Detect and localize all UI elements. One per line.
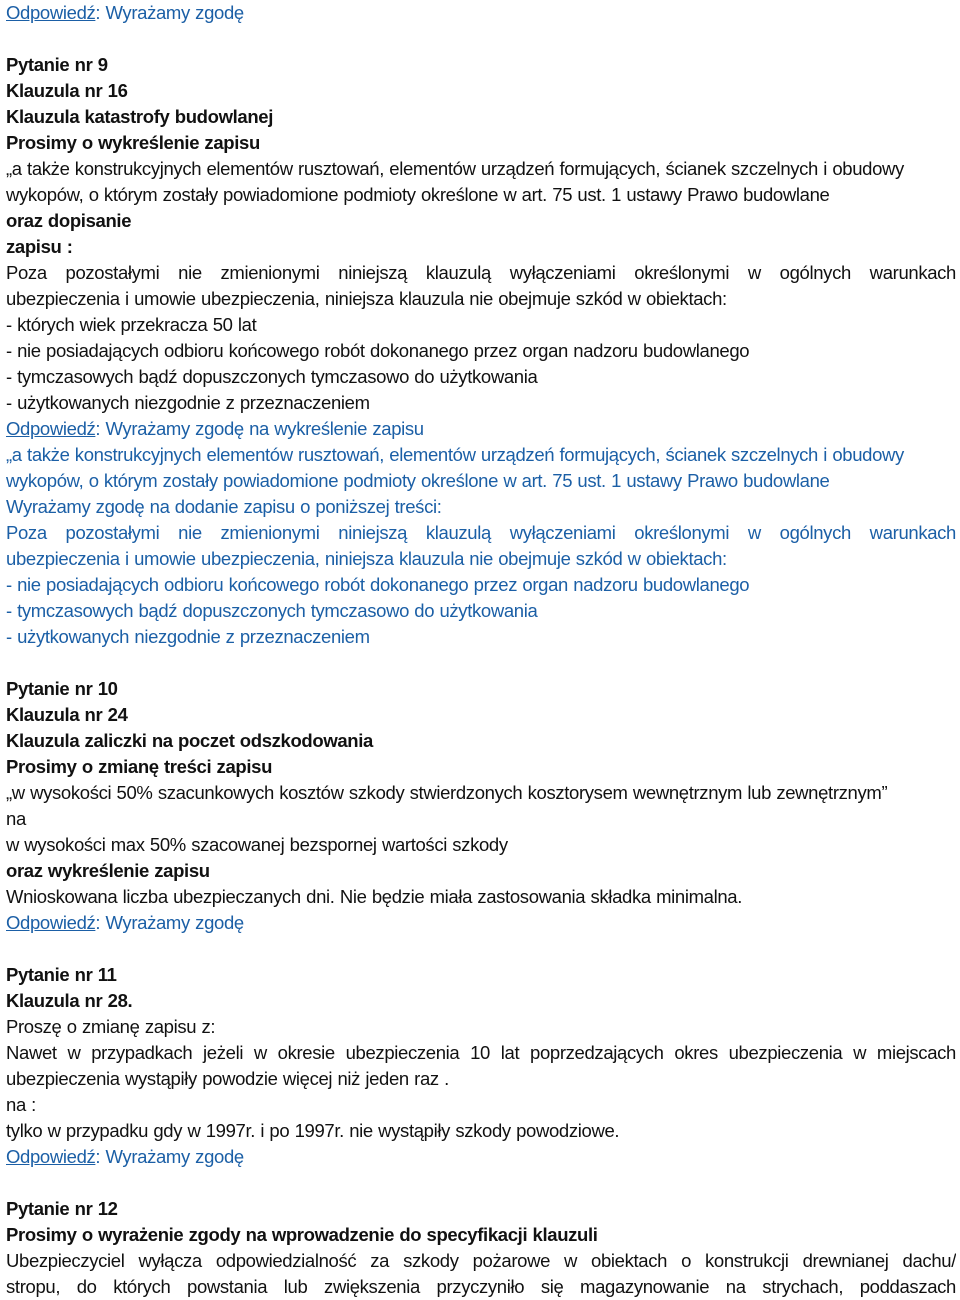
answer-text: : Wyrażamy zgodę [95,912,244,933]
paragraph-line: ubezpieczenia i umowie ubezpieczenia, niniejsza klauzula nie obejmuje szkód w obiektach: [6,288,727,309]
paragraph-line: Ubezpieczyciel wyłącza odpowiedzialność za szkody pożarowe w obiektach o konstrukcji drewnianej dachu/ [6,1250,956,1271]
spacer [6,26,956,52]
request-heading: Prosimy o zmianę treści zapisu [6,756,273,777]
list-item: - których wiek przekracza 50 lat [6,314,257,335]
connector-text: na : [6,1094,36,1115]
request-heading: oraz dopisanie [6,210,132,231]
clause-number: Klauzula nr 16 [6,80,128,101]
clause-number: Klauzula nr 28. [6,990,133,1011]
answer-quoted-text: „a także konstrukcyjnych elementów rusztowań, elementów urządzeń formujących, ścianek szczelnych i obudowy [6,444,904,465]
list-item: - użytkowanych niezgodnie z przeznaczeniem [6,392,370,413]
list-item: - tymczasowych bądź dopuszczonych tymczasowo do użytkowania [6,366,538,387]
spacer [6,1170,956,1196]
answer-label: Odpowiedź [6,418,96,439]
answer-label: Odpowiedź [6,912,96,933]
spacer [6,650,956,676]
clause-name: Klauzula katastrofy budowlanej [6,106,274,127]
request-heading: Proszę o zmianę zapisu z: [6,1016,216,1037]
replacement-text: w wysokości max 50% szacowanej bezspornej wartości szkody [6,834,508,855]
answer-text: : Wyrażamy zgodę [95,2,244,23]
question-title: Pytanie nr 11 [6,964,117,985]
answer-paragraph-line: Poza pozostałymi nie zmienionymi niniejszą klauzulą wyłączeniami określonymi w ogólnych warunkach [6,522,956,543]
request-heading: Prosimy o wyrażenie zgody na wprowadzenie do specyfikacji klauzuli [6,1224,598,1245]
answer-line [6,1144,956,1170]
answer-text: : Wyrażamy zgodę na wykreślenie zapisu [95,418,424,439]
answer-list-item: - nie posiadających odbioru końcowego robót dokonanego przez organ nadzoru budowlanego [6,574,750,595]
quoted-text: wykopów, o którym zostały powiadomione podmioty określone w art. 75 ust. 1 ustawy Prawo budowlane [6,184,830,205]
question-title: Pytanie nr 9 [6,54,108,75]
list-item: - nie posiadających odbioru końcowego robót dokonanego przez organ nadzoru budowlanego [6,340,750,361]
paragraph-line: Poza pozostałymi nie zmienionymi niniejszą klauzulą wyłączeniami określonymi w ogólnych warunkach [6,262,956,283]
question-title: Pytanie nr 10 [6,678,118,699]
quoted-text: „a także konstrukcyjnych elementów rusztowań, elementów urządzeń formujących, ścianek szczelnych i obudowy [6,158,904,179]
answer-label: Odpowiedź [6,2,96,23]
clause-number: Klauzula nr 24 [6,704,128,725]
answer-list-item: - użytkowanych niezgodnie z przeznaczeniem [6,626,370,647]
paragraph-line: Wnioskowana liczba ubezpieczanych dni. Nie będzie miała zastosowania składka minimalna. [6,886,743,907]
answer-text: Wyrażamy zgodę na dodanie zapisu o poniższej treści: [6,496,442,517]
paragraph-line: ubezpieczenia wystąpiły powodzie więcej niż jeden raz . [6,1068,449,1089]
request-heading: oraz wykreślenie zapisu [6,860,210,881]
answer-paragraph-line: ubezpieczenia i umowie ubezpieczenia, niniejsza klauzula nie obejmuje szkód w obiektach: [6,548,727,569]
connector-text: na [6,808,26,829]
answer-line [6,910,956,936]
spacer [6,936,956,962]
answer-text: : Wyrażamy zgodę [95,1146,244,1167]
request-heading: Prosimy o wykreślenie zapisu [6,132,260,153]
request-heading: zapisu : [6,236,73,257]
answer-list-item: - tymczasowych bądź dopuszczonych tymczasowo do użytkowania [6,600,538,621]
question-title: Pytanie nr 12 [6,1198,118,1219]
clause-name: Klauzula zaliczki na poczet odszkodowania [6,730,373,751]
paragraph-line: stropu, do których powstania lub zwiększenia przyczyniło się magazynowanie na strychach, poddaszach [6,1276,956,1297]
answer-line [6,416,956,442]
answer-label: Odpowiedź [6,1146,96,1167]
paragraph-line: Nawet w przypadkach jeżeli w okresie ubezpieczenia 10 lat poprzedzających okres ubezpieczenia w miejscach [6,1042,956,1063]
replacement-text: tylko w przypadku gdy w 1997r. i po 1997r. nie wystąpiły szkody powodziowe. [6,1120,620,1141]
answer-line [6,0,956,26]
quoted-text: „w wysokości 50% szacunkowych kosztów szkody stwierdzonych kosztorysem wewnętrznym lub zewnętrznym” [6,782,888,803]
answer-quoted-text: wykopów, o którym zostały powiadomione podmioty określone w art. 75 ust. 1 ustawy Prawo budowlane [6,470,830,491]
